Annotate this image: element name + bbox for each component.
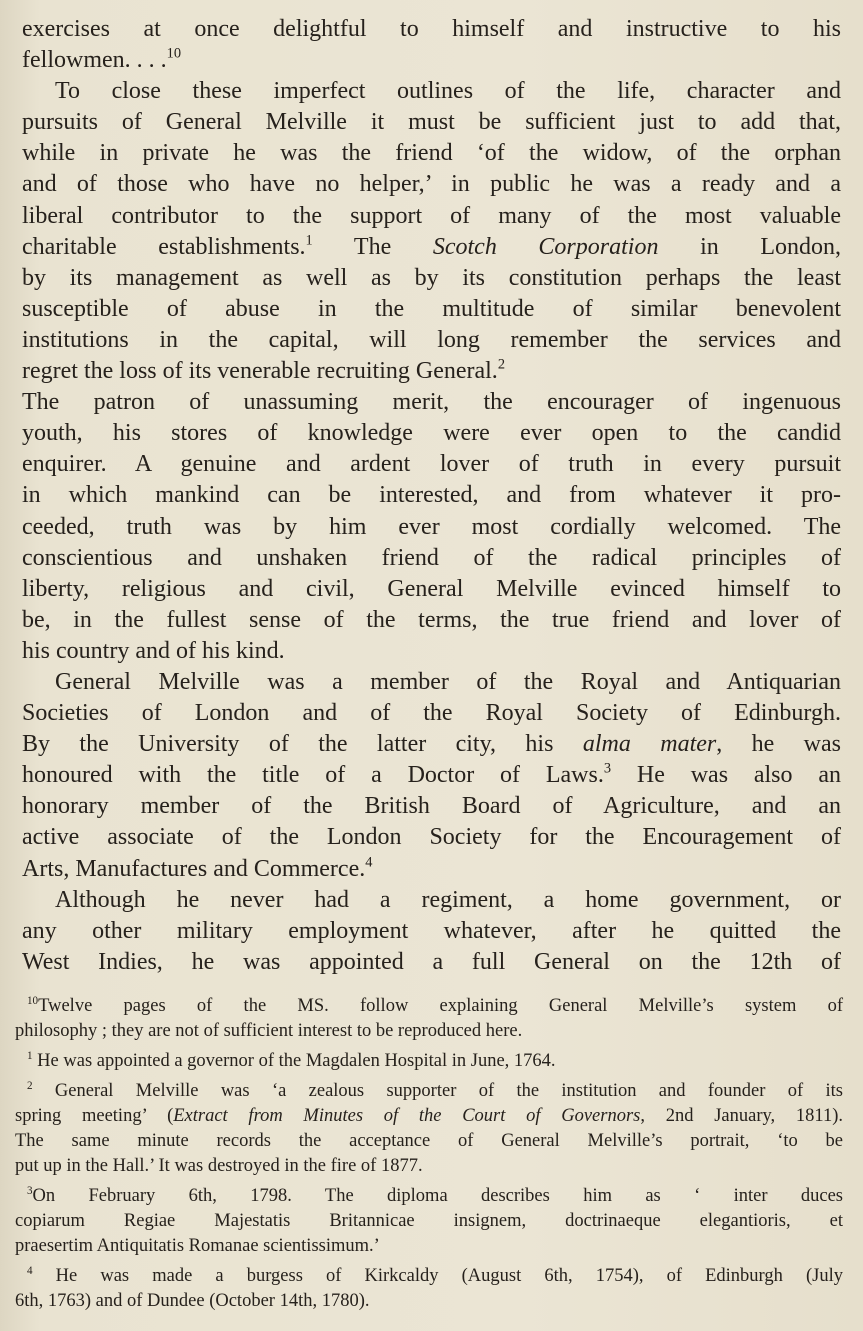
- text-line: [22, 14, 841, 45]
- footnote-reference: 10: [27, 994, 39, 1007]
- text-run: institutions in the capital, will long remember the services and: [22, 326, 841, 353]
- text-line: [22, 387, 841, 418]
- paragraph: [22, 885, 841, 978]
- text-run: West Indies, he was appointed a full General on the 12th of: [22, 948, 841, 975]
- text-run: , 2nd January, 1811).: [640, 1106, 843, 1126]
- text-line: [22, 138, 841, 169]
- text-line: [22, 169, 841, 200]
- paragraph: [22, 387, 841, 667]
- footnote-reference: 4: [365, 854, 373, 871]
- paragraph: [22, 667, 841, 885]
- text-run: honorary member of the British Board of Agriculture, and an: [22, 793, 841, 820]
- text-line: [22, 449, 841, 480]
- footnote: [15, 1079, 843, 1179]
- paragraph: [22, 14, 841, 76]
- footnote-reference: 2: [27, 1079, 33, 1092]
- text-line: [22, 729, 841, 760]
- text-run: his country and of his kind.: [22, 637, 285, 664]
- body-text: [22, 14, 841, 978]
- text-line: [22, 294, 841, 325]
- text-run: , he was: [716, 731, 841, 758]
- italic-text: Extract from Minutes of the Court of Governors: [173, 1106, 641, 1126]
- text-run: enquirer. A genuine and ardent lover of truth in every pursuit: [22, 451, 841, 478]
- text-run: regret the loss of its venerable recruiting General.: [22, 358, 498, 385]
- text-run: The same minute records the acceptance of General Melville’s portrait, ‘to be: [15, 1131, 843, 1151]
- text-run: conscientious and unshaken friend of the radical principles of: [22, 544, 841, 571]
- text-run: Although he never had a regiment, a home government, or: [55, 886, 841, 913]
- text-run: Arts, Manufactures and Commerce.: [22, 855, 366, 882]
- footnotes: [15, 994, 843, 1314]
- text-line: [22, 791, 841, 822]
- text-line: [15, 1049, 843, 1074]
- footnote-reference: 3: [27, 1184, 33, 1197]
- text-run: He was appointed a governor of the Magdalen Hospital in June, 1764.: [32, 1051, 556, 1071]
- text-line: [22, 916, 841, 947]
- text-run: any other military employment whatever, after he quitted the: [22, 917, 841, 944]
- text-run: fellowmen. . . .: [22, 47, 167, 74]
- text-run: praesertim Antiquitatis Romanae scientissimum.’: [15, 1236, 380, 1256]
- text-line: [22, 76, 841, 107]
- text-line: [22, 605, 841, 636]
- text-line: [22, 325, 841, 356]
- text-line: [22, 263, 841, 294]
- text-line: [22, 636, 841, 667]
- text-line: [22, 698, 841, 729]
- text-run: He was made a burgess of Kirkcaldy (August 6th, 1754), of Edinburgh (July: [32, 1266, 843, 1286]
- text-line: [22, 543, 841, 574]
- footnote-reference: 2: [497, 356, 506, 373]
- footnote: [15, 1049, 843, 1074]
- paragraph: [22, 76, 841, 387]
- text-run: On February 6th, 1798. The diploma describes him as ‘ inter duces: [32, 1186, 843, 1206]
- text-run: He was also an: [611, 762, 841, 789]
- text-run: ceeded, truth was by him ever most cordially welcomed. The: [22, 513, 841, 540]
- text-line: [22, 45, 841, 76]
- text-run: by its management as well as by its constitution perhaps the least: [22, 264, 841, 291]
- text-run: honoured with the title of a Doctor of Laws.: [22, 762, 604, 789]
- text-line: [15, 1079, 843, 1104]
- text-run: To close these imperfect outlines of the life, character and: [55, 78, 841, 105]
- text-run: General Melville was a member of the Royal and Antiquarian: [55, 668, 841, 695]
- text-line: [22, 107, 841, 138]
- text-line: [22, 854, 841, 885]
- text-run: pursuits of General Melville it must be sufficient just to add that,: [22, 109, 841, 136]
- text-run: copiarum Regiae Majestatis Britannicae insignem, doctrinaeque elegantioris, et: [15, 1211, 843, 1231]
- text-run: The patron of unassuming merit, the encourager of ingenuous: [22, 389, 841, 416]
- text-line: [15, 1289, 843, 1314]
- text-line: [15, 1209, 843, 1234]
- text-line: [22, 356, 841, 387]
- text-line: [22, 232, 841, 263]
- text-run: liberty, religious and civil, General Melville evinced himself to: [22, 575, 841, 602]
- text-run: The: [312, 233, 433, 260]
- text-line: [15, 1129, 843, 1154]
- text-line: [22, 574, 841, 605]
- text-run: charitable establishments.: [22, 233, 306, 260]
- footnote-reference: 1: [305, 232, 313, 249]
- text-line: [15, 1264, 843, 1289]
- text-line: [15, 1019, 843, 1044]
- text-line: [22, 760, 841, 791]
- text-run: while in private he was the friend ‘of the widow, of the orphan: [22, 140, 841, 167]
- footnote-reference: 10: [166, 45, 182, 62]
- text-line: [15, 1154, 843, 1179]
- footnote: [15, 1264, 843, 1314]
- text-run: exercises at once delightful to himself and instructive to his: [22, 16, 841, 42]
- footnote: [15, 994, 843, 1044]
- text-run: in London,: [658, 233, 841, 260]
- text-line: [15, 1184, 843, 1209]
- footnote-reference: 1: [27, 1049, 33, 1062]
- text-line: [22, 822, 841, 853]
- text-run: By the University of the latter city, his: [22, 731, 583, 758]
- footnote: [15, 1184, 843, 1259]
- text-line: [22, 480, 841, 511]
- text-run: liberal contributor to the support of many of the most valuable: [22, 202, 841, 229]
- text-run: General Melville was ‘a zealous supporter of the institution and founder of its: [32, 1081, 843, 1101]
- text-run: in which mankind can be interested, and from whatever it pro-: [22, 482, 841, 509]
- text-run: spring meeting’ (: [15, 1106, 174, 1126]
- text-run: be, in the fullest sense of the terms, the true friend and lover of: [22, 606, 841, 633]
- text-run: and of those who have no helper,’ in public he was a ready and a: [22, 171, 841, 198]
- text-run: 6th, 1763) and of Dundee (October 14th, 1780).: [15, 1291, 370, 1311]
- text-run: susceptible of abuse in the multitude of similar benevolent: [22, 295, 841, 322]
- footnote-reference: 3: [603, 760, 612, 777]
- text-line: [22, 512, 841, 543]
- text-line: [15, 1104, 843, 1129]
- text-run: Societies of London and of the Royal Society of Edinburgh.: [22, 700, 841, 727]
- text-run: youth, his stores of knowledge were ever open to the candid: [22, 420, 841, 447]
- text-line: [22, 667, 841, 698]
- text-run: active associate of the London Society for the Encouragement of: [22, 824, 841, 851]
- text-line: [22, 947, 841, 978]
- italic-text: Scotch Corporation: [432, 233, 659, 260]
- text-line: [22, 418, 841, 449]
- text-line: [15, 1234, 843, 1259]
- text-run: put up in the Hall.’ It was destroyed in the fire of 1877.: [15, 1156, 423, 1176]
- text-line: [22, 201, 841, 232]
- text-run: philosophy ; they are not of sufficient interest to be reproduced here.: [15, 1021, 523, 1041]
- text-line: [15, 994, 843, 1019]
- text-run: Twelve pages of the MS. follow explaining General Melville’s system of: [38, 996, 843, 1016]
- italic-text: alma mater: [582, 731, 717, 758]
- text-line: [22, 885, 841, 916]
- footnote-reference: 4: [27, 1264, 33, 1277]
